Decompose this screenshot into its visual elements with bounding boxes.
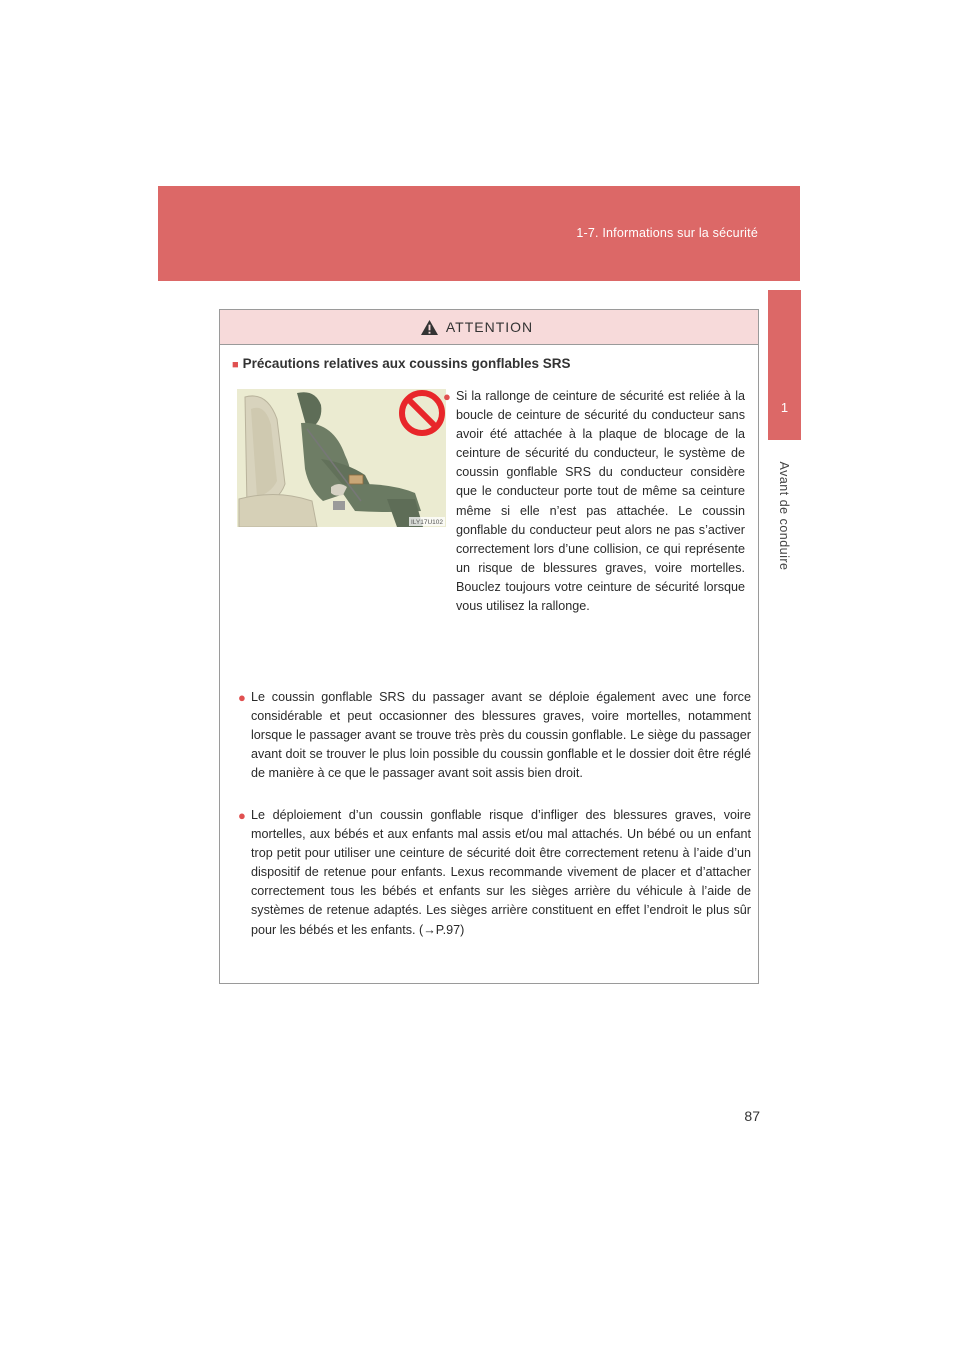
attention-box	[219, 309, 759, 984]
chapter-tab[interactable]	[768, 290, 801, 440]
paragraph-text: Le coussin gonflable SRS du passager avant se déploie également avec une force considérable et peut occasionner des blessures graves, voire mortelles, notamment lorsque le passager avant se trouve très près du coussin gonflable. Le siège du passager avant doit se trouver le plus loin possible du coussin gonflable et le dossier doit être réglé de manière à ce que le passager avant soit assis bien droit.	[251, 690, 751, 781]
paragraph-seatbelt-extender	[443, 387, 745, 616]
bullet-marker: ●	[238, 690, 246, 705]
bullet-marker: ●	[238, 808, 246, 823]
bullet-marker: ●	[443, 389, 451, 404]
chapter-side-label: Avant de conduire	[777, 461, 791, 571]
header-band	[158, 186, 800, 281]
driver-seatbelt-illustration	[237, 389, 446, 527]
attention-title: ATTENTION	[445, 319, 534, 335]
warning-triangle-icon	[420, 319, 439, 336]
subheading-marker: ■	[232, 359, 239, 371]
paragraph-child-safety	[238, 806, 751, 940]
subheading-text: Précautions relatives aux coussins gonflables SRS	[242, 356, 571, 371]
image-code: ILY17U102	[410, 519, 444, 526]
section-title: 1-7. Informations sur la sécurité	[576, 226, 758, 240]
paragraph-passenger-airbag	[238, 688, 751, 783]
paragraph-text: Si la rallonge de ceinture de sécurité est reliée à la boucle de ceinture de sécurité du conducteur sans avoir été attachée à la plaque de blocage de la ceinture de sécurité du conducteur, le système de coussin gonflable SRS du conducteur considère que le conducteur porte tout de même sa ceinture même si elle n’est pas attachée. Le coussin gonflable du conducteur peut alors ne pas s’activer correctement lors d’une collision, ce qui représente un risque de blessures graves, voire mortelles. Bouclez toujours votre ceinture de sécurité lorsque vous utilisez la rallonge.	[456, 389, 745, 614]
section-subheading	[232, 356, 571, 371]
page-number: 87	[744, 1108, 760, 1124]
attention-header	[220, 310, 758, 345]
paragraph-text: Le déploiement d’un coussin gonflable risque d’infliger des blessures graves, voire mortelles, aux bébés et aux enfants mal assis et/ou mal attachés. Un bébé ou un enfant trop petit pour utiliser une ceinture de sécurité doit être correctement retenu à l’aide d’un dispositif de retenue pour enfants. Lexus recommande vivement de placer et d’attacher correctement tous les bébés et enfants sur les sièges arrière du véhicule à l’aide de systèmes de retenue adaptés. Les sièges arrière constituent en effet l’endroit le plus sûr pour les bébés et les enfants. (→P.97)	[251, 808, 751, 937]
chapter-tab-number: 1	[780, 400, 789, 415]
